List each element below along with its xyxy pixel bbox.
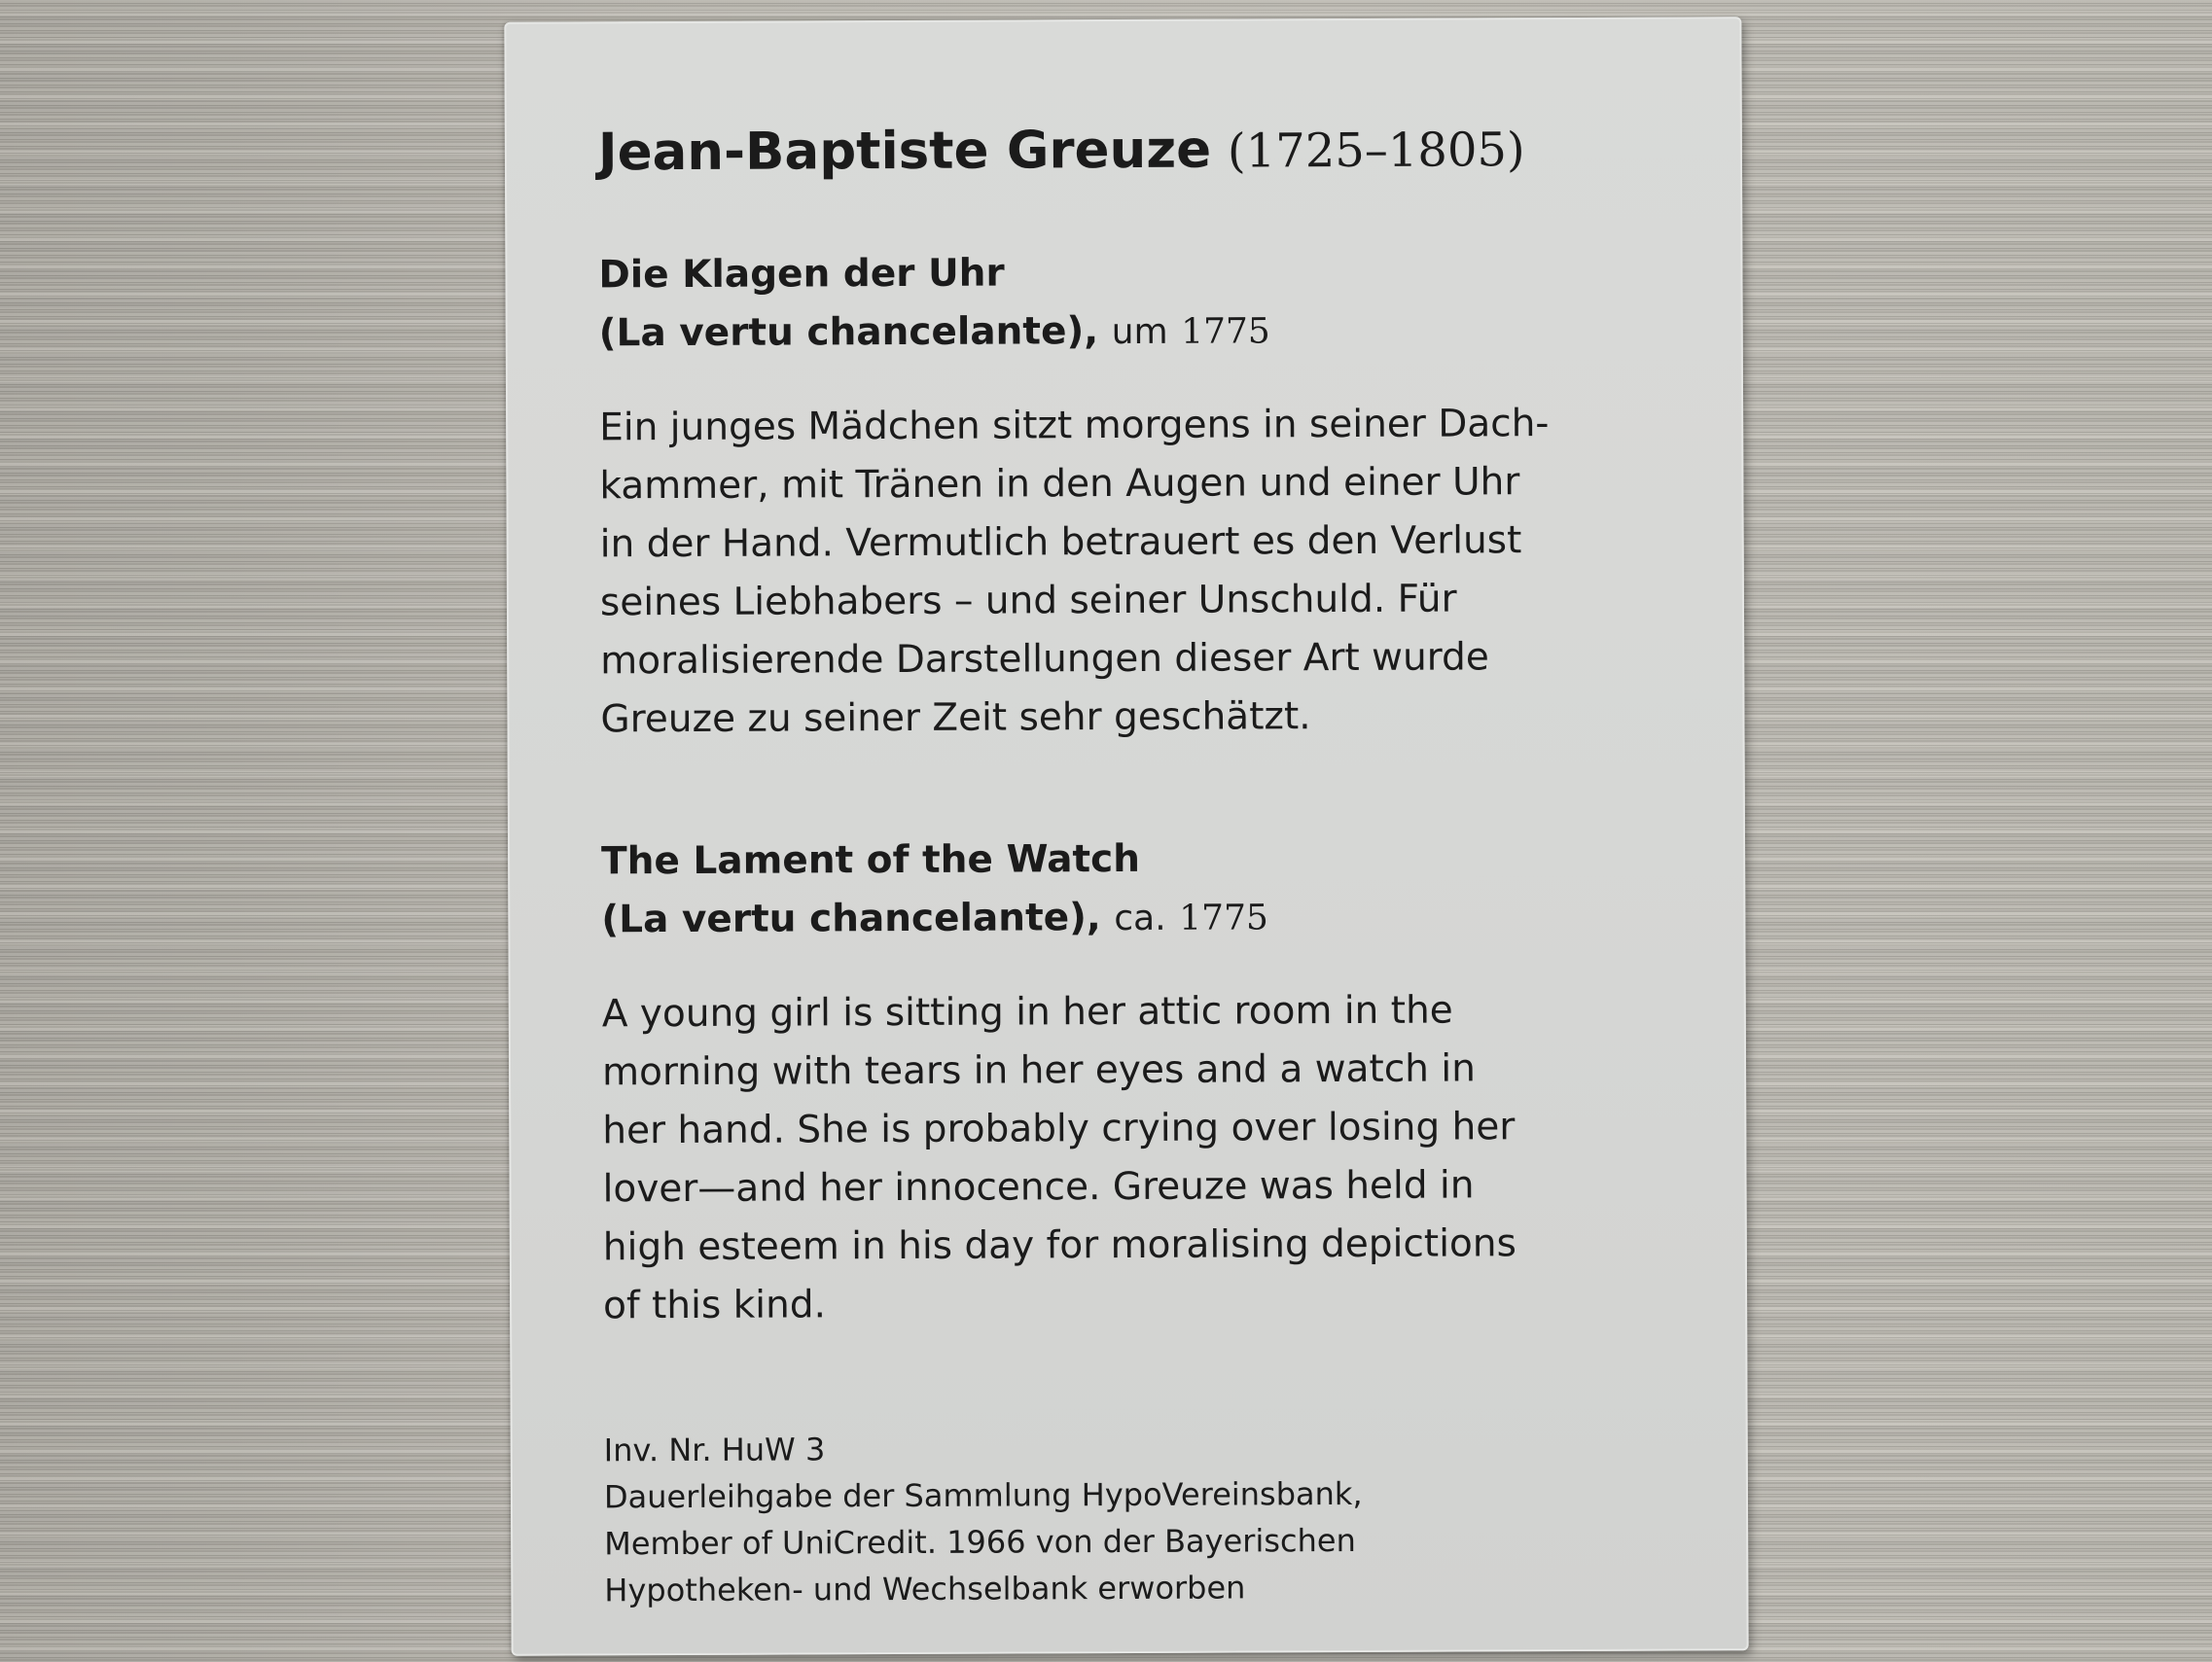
description-line: lover—and her innocence. Greuze was held in: [602, 1163, 1475, 1212]
description-line: kammer, mit Tränen in den Augen und einer Uhr: [599, 460, 1520, 509]
german-subtitle: (La vertu chancelante),: [598, 309, 1099, 356]
description-line: A young girl is sitting in her attic room in the: [601, 988, 1453, 1037]
description-line: Greuze zu seiner Zeit sehr geschätzt.: [600, 694, 1311, 742]
english-title-block: [601, 828, 1692, 950]
provenance-line: Hypotheken- und Wechselbank erworben: [604, 1569, 1246, 1609]
german-subtitle-line: [599, 300, 1689, 364]
artist-heading: [598, 114, 1688, 188]
description-line: seines Liebhabers – und seiner Unschuld. Für: [599, 577, 1457, 625]
german-title: Die Klagen der Uhr: [598, 251, 1005, 298]
english-subtitle: (La vertu chancelante),: [601, 896, 1101, 942]
german-date: 1775: [1181, 311, 1270, 352]
provenance-footer: [604, 1422, 1695, 1613]
museum-label-plate: [504, 17, 1748, 1656]
english-title: The Lament of the Watch: [601, 836, 1141, 884]
description-line: of this kind.: [603, 1283, 827, 1328]
english-date: 1775: [1179, 898, 1268, 938]
label-content: [598, 114, 1695, 1613]
inventory-number: Inv. Nr. HuW 3: [603, 1431, 826, 1469]
description-line: high esteem in his day for moralising depictions: [602, 1221, 1517, 1270]
artist-dates: (1725–1805): [1227, 123, 1525, 179]
description-line: morning with tears in her eyes and a watch in: [601, 1046, 1476, 1095]
english-subtitle-line: [601, 886, 1691, 950]
english-date-prefix: ca.: [1114, 898, 1166, 939]
description-line: in der Hand. Vermutlich betrauert es den Verlust: [599, 518, 1522, 567]
description-line: moralisierende Darstellungen dieser Art wurde: [600, 635, 1489, 684]
english-description: [602, 980, 1694, 1335]
description-line: her hand. She is probably crying over losing her: [602, 1105, 1516, 1153]
description-line: Ein junges Mädchen sitzt morgens in seiner Dach-: [599, 402, 1550, 450]
artist-name: Jean-Baptiste Greuze: [597, 120, 1212, 183]
provenance-line: Dauerleihgabe der Sammlung HypoVereinsbank,: [603, 1474, 1363, 1516]
german-title-block: [598, 241, 1689, 364]
german-date-prefix: um: [1111, 311, 1168, 353]
provenance-line: Member of UniCredit. 1966 von der Bayerischen: [604, 1521, 1356, 1563]
german-description: [599, 394, 1691, 749]
